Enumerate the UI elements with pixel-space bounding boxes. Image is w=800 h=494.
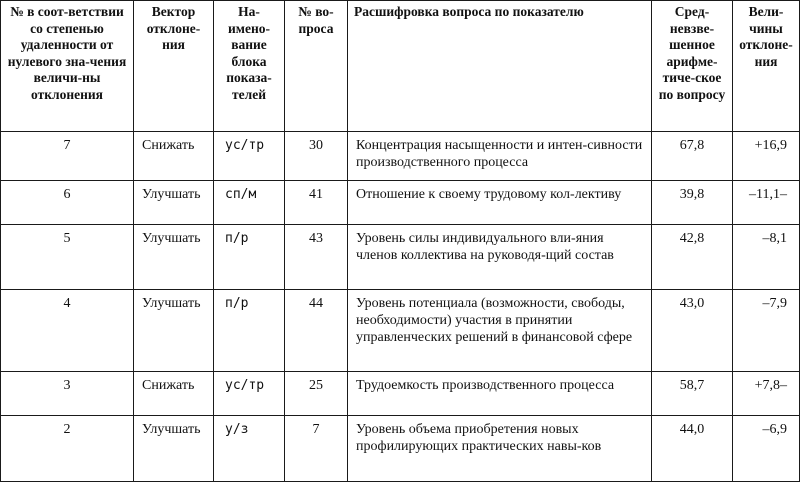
cell-average: 39,8 — [652, 181, 733, 225]
cell-block: п/р — [214, 225, 285, 290]
cell-description: Отношение к своему трудовому кол-лективу — [348, 181, 652, 225]
cell-block: сп/м — [214, 181, 285, 225]
table-row — [1, 416, 800, 482]
cell-average: 42,8 — [652, 225, 733, 290]
cell-vector: Улучшать — [134, 290, 214, 372]
cell-question: 43 — [285, 225, 348, 290]
cell-vector: Улучшать — [134, 181, 214, 225]
header-vector: Вектор отклоне-ния — [134, 1, 214, 132]
cell-block: у/з — [214, 416, 285, 482]
cell-deviation: –8,1 — [733, 225, 800, 290]
table-row — [1, 181, 800, 225]
header-deviation: Вели-чины отклоне-ния — [733, 1, 800, 132]
cell-average: 67,8 — [652, 132, 733, 181]
cell-vector: Улучшать — [134, 225, 214, 290]
header-average: Сред-невзве-шенное арифме-тиче-ское по вопросу — [652, 1, 733, 132]
cell-description: Трудоемкость производственного процесса — [348, 372, 652, 416]
cell-deviation: +16,9 — [733, 132, 800, 181]
cell-average: 43,0 — [652, 290, 733, 372]
cell-average: 58,7 — [652, 372, 733, 416]
cell-question: 41 — [285, 181, 348, 225]
cell-block: ус/тр — [214, 372, 285, 416]
cell-vector: Улучшать — [134, 416, 214, 482]
cell-description: Концентрация насыщенности и интен-сивности производственного процесса — [348, 132, 652, 181]
table-row — [1, 132, 800, 181]
cell-description: Уровень потенциала (возможности, свободы, необходимости) участия в принятии управленческих решений в финансовой сфере — [348, 290, 652, 372]
cell-rank: 3 — [1, 372, 134, 416]
table-row — [1, 290, 800, 372]
cell-vector: Снижать — [134, 132, 214, 181]
cell-question: 44 — [285, 290, 348, 372]
cell-question: 7 — [285, 416, 348, 482]
table-row — [1, 225, 800, 290]
header-rank: № в соот-ветствии со степенью удаленности от нулевого зна-чения величи-ны отклонения — [1, 1, 134, 132]
cell-rank: 6 — [1, 181, 134, 225]
table-body — [1, 132, 800, 482]
cell-rank: 5 — [1, 225, 134, 290]
cell-question: 25 — [285, 372, 348, 416]
header-row — [1, 1, 800, 132]
cell-average: 44,0 — [652, 416, 733, 482]
cell-question: 30 — [285, 132, 348, 181]
cell-block: ус/тр — [214, 132, 285, 181]
header-block: На-имено-вание блока показа-телей — [214, 1, 285, 132]
cell-deviation: –7,9 — [733, 290, 800, 372]
cell-rank: 2 — [1, 416, 134, 482]
table-header — [1, 1, 800, 132]
cell-vector: Снижать — [134, 372, 214, 416]
cell-deviation: +7,8– — [733, 372, 800, 416]
cell-description: Уровень объема приобретения новых профилирующих практических навы-ков — [348, 416, 652, 482]
cell-rank: 4 — [1, 290, 134, 372]
table-row — [1, 372, 800, 416]
cell-rank: 7 — [1, 132, 134, 181]
cell-description: Уровень силы индивидуального вли-яния членов коллектива на руководя-щий состав — [348, 225, 652, 290]
cell-deviation: –11,1– — [733, 181, 800, 225]
header-description: Расшифровка вопроса по показателю — [348, 1, 652, 132]
header-question-number: № во-проса — [285, 1, 348, 132]
cell-deviation: –6,9 — [733, 416, 800, 482]
cell-block: п/р — [214, 290, 285, 372]
